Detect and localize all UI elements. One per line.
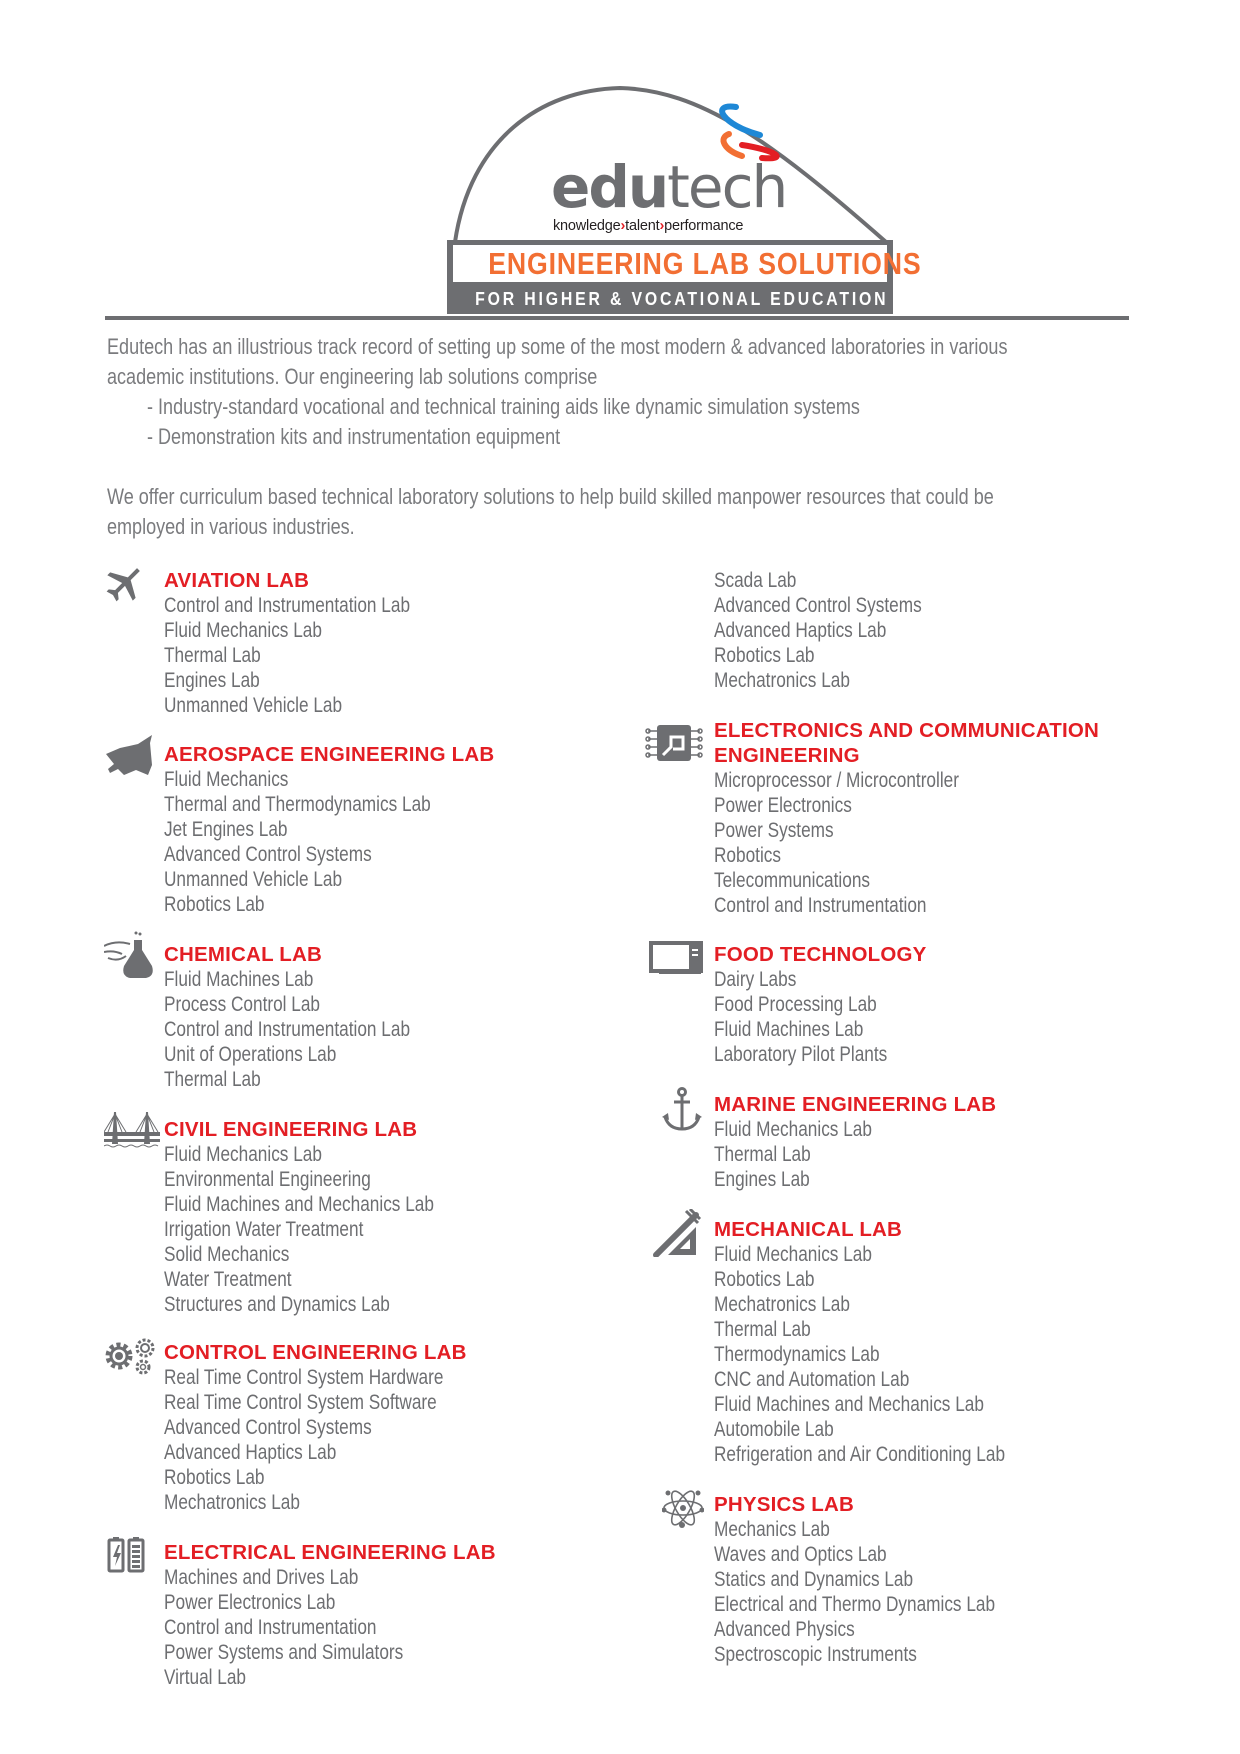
lab-item: Laboratory Pilot Plants	[714, 1043, 888, 1066]
lab-item: Irrigation Water Treatment	[164, 1218, 364, 1241]
lab-item: Thermal Lab	[714, 1318, 811, 1341]
lab-item: Food Processing Lab	[714, 993, 877, 1016]
lab-item: Thermal Lab	[164, 644, 261, 667]
lab-title: PHYSICS LAB	[714, 1493, 855, 1516]
lab-title: MECHANICAL LAB	[714, 1218, 903, 1241]
lab-item: Power Electronics Lab	[164, 1591, 336, 1614]
lab-item: Robotics Lab	[714, 644, 815, 667]
lab-item: Fluid Mechanics Lab	[714, 1118, 872, 1141]
caliper-icon	[652, 1209, 702, 1257]
lab-title: CHEMICAL LAB	[164, 943, 323, 966]
lab-item: Unit of Operations Lab	[164, 1043, 337, 1066]
lab-item: Unmanned Vehicle Lab	[164, 868, 343, 891]
lab-section-electrical	[164, 1540, 496, 1690]
lab-item: Fluid Machines and Mechanics Lab	[164, 1193, 434, 1216]
lab-title: CIVIL ENGINEERING LAB	[164, 1118, 418, 1141]
lab-item: Mechatronics Lab	[164, 1491, 300, 1514]
lab-section-physics	[714, 1492, 1057, 1667]
lab-title: FOOD TECHNOLOGY	[714, 943, 927, 966]
lab-item: Telecommunications	[714, 869, 871, 892]
lab-title-line2: ENGINEERING	[714, 744, 860, 767]
tagline-word: talent	[625, 218, 660, 234]
intro-bullet: - Industry-standard vocational and technical training aids like dynamic simulation systems	[147, 394, 860, 419]
lab-item: Automobile Lab	[714, 1418, 834, 1441]
lab-item: Engines Lab	[714, 1168, 810, 1191]
lab-title: AEROSPACE ENGINEERING LAB	[164, 743, 495, 766]
lab-item: Machines and Drives Lab	[164, 1566, 359, 1589]
lab-item: Fluid Mechanics Lab	[164, 619, 322, 642]
lab-section-civil	[164, 1117, 493, 1317]
lab-item: Power Systems and Simulators	[164, 1641, 404, 1664]
lab-section-control	[164, 1340, 505, 1515]
lab-item: Power Systems	[714, 819, 834, 842]
lab-title: CONTROL ENGINEERING LAB	[164, 1341, 467, 1364]
lab-item: Robotics Lab	[164, 1466, 265, 1489]
lab-item: Spectroscopic Instruments	[714, 1643, 917, 1666]
lab-item: Real Time Control System Software	[164, 1391, 437, 1414]
lab-title: MARINE ENGINEERING LAB	[714, 1093, 997, 1116]
lab-item: Structures and Dynamics Lab	[164, 1293, 390, 1316]
lab-section-mechanical	[714, 1217, 1069, 1467]
brand-prefix: edu	[551, 153, 668, 221]
tagline-word: performance	[664, 218, 744, 234]
lab-item: Refrigeration and Air Conditioning Lab	[714, 1443, 1006, 1466]
atom-icon	[662, 1488, 704, 1528]
brand-suffix: tech	[667, 153, 787, 221]
lab-item: Waves and Optics Lab	[714, 1543, 887, 1566]
battery-icon	[107, 1536, 145, 1574]
header-divider	[105, 316, 1129, 320]
tagline-separator: ›	[620, 218, 626, 234]
lab-item: Dairy Labs	[714, 968, 797, 991]
brand-logo-text	[551, 153, 787, 221]
lab-item: Water Treatment	[164, 1268, 292, 1291]
lab-item: Fluid Machines Lab	[164, 968, 314, 991]
lab-item: Unmanned Vehicle Lab	[164, 694, 343, 717]
lab-item: Fluid Mechanics Lab	[164, 1143, 322, 1166]
intro-text	[107, 332, 1129, 542]
lab-item: Fluid Machines and Mechanics Lab	[714, 1393, 984, 1416]
lab-item: Fluid Mechanics	[164, 768, 289, 791]
lab-item: Process Control Lab	[164, 993, 321, 1016]
banner-title: ENGINEERING LAB SOLUTIONS	[488, 246, 922, 281]
banner-subtitle: FOR HIGHER & VOCATIONAL EDUCATION	[475, 289, 889, 309]
lab-item: Jet Engines Lab	[164, 818, 288, 841]
microchip-icon	[645, 723, 703, 763]
lab-item: Electrical and Thermo Dynamics Lab	[714, 1593, 996, 1616]
lab-item: Thermal Lab	[164, 1068, 261, 1091]
lab-section-chemical	[164, 942, 464, 1092]
microwave-icon	[649, 941, 703, 975]
intro-paragraph-line: employed in various industries.	[107, 514, 355, 539]
lab-item: Scada Lab	[714, 569, 797, 592]
lab-item: Advanced Control Systems	[714, 594, 922, 617]
lab-section-food-technology	[714, 942, 927, 1067]
lab-item: Mechatronics Lab	[714, 669, 850, 692]
lab-item: Advanced Physics	[714, 1618, 855, 1641]
lab-item: Advanced Control Systems	[164, 1416, 372, 1439]
lab-item: Microprocessor / Microcontroller	[714, 769, 959, 792]
lab-title: AVIATION LAB	[164, 569, 310, 592]
tagline-separator: ›	[659, 218, 665, 234]
lab-item: CNC and Automation Lab	[714, 1368, 910, 1391]
jet-fighter-icon	[104, 734, 154, 776]
lab-item: Fluid Mechanics Lab	[714, 1243, 872, 1266]
lab-item: Control and Instrumentation	[164, 1616, 377, 1639]
lab-title: ELECTRONICS AND COMMUNICATION	[714, 719, 1100, 742]
lab-item: Robotics	[714, 844, 781, 867]
lab-section-aerospace	[164, 742, 494, 917]
lab-item: Thermodynamics Lab	[714, 1343, 880, 1366]
airplane-icon	[104, 562, 146, 604]
lab-item: Thermal and Thermodynamics Lab	[164, 793, 431, 816]
lab-item: Engines Lab	[164, 669, 260, 692]
lab-section-aviation	[164, 568, 464, 718]
lab-item: Control and Instrumentation Lab	[164, 1018, 411, 1041]
banner-title-box	[453, 245, 922, 282]
brand-tagline	[553, 218, 743, 234]
lab-section-marine	[714, 1092, 996, 1192]
lab-item: Mechanics Lab	[714, 1518, 830, 1541]
lab-item: Thermal Lab	[714, 1143, 811, 1166]
lab-item: Power Electronics	[714, 794, 852, 817]
title-banner	[447, 240, 922, 314]
lab-item: Advanced Haptics Lab	[164, 1441, 337, 1464]
tagline-word: knowledge	[553, 218, 621, 234]
lab-item: Mechatronics Lab	[714, 1293, 850, 1316]
banner-subtitle-box	[447, 286, 893, 312]
lab-item: Environmental Engineering	[164, 1168, 371, 1191]
lab-section-continued	[714, 568, 967, 693]
lab-item: Solid Mechanics	[164, 1243, 290, 1266]
gears-icon	[104, 1336, 158, 1376]
lab-item: Fluid Machines Lab	[714, 1018, 864, 1041]
lab-item: Advanced Control Systems	[164, 843, 372, 866]
lab-item: Control and Instrumentation	[714, 894, 927, 917]
bridge-icon	[104, 1112, 160, 1152]
intro-paragraph-line: academic institutions. Our engineering lab solutions comprise	[107, 364, 598, 389]
lab-item: Control and Instrumentation Lab	[164, 594, 411, 617]
edutech-swoosh-icon	[722, 107, 777, 159]
lab-item: Robotics Lab	[164, 893, 265, 916]
anchor-icon	[662, 1087, 702, 1133]
intro-paragraph-line: We offer curriculum based technical laboratory solutions to help build skilled manpower resources that could be	[107, 484, 994, 509]
lab-item: Virtual Lab	[164, 1666, 247, 1689]
lab-item: Real Time Control System Hardware	[164, 1366, 444, 1389]
lab-item: Statics and Dynamics Lab	[714, 1568, 914, 1591]
lab-item: Robotics Lab	[714, 1268, 815, 1291]
intro-bullet: - Demonstration kits and instrumentation equipment	[147, 424, 561, 449]
lab-item: Advanced Haptics Lab	[714, 619, 887, 642]
lab-section-electronics	[714, 718, 1099, 918]
flask-hand-icon	[104, 930, 156, 982]
lab-title: ELECTRICAL ENGINEERING LAB	[164, 1541, 496, 1564]
intro-paragraph-line: Edutech has an illustrious track record of setting up some of the most modern & advanced laboratories in various	[107, 334, 1008, 359]
